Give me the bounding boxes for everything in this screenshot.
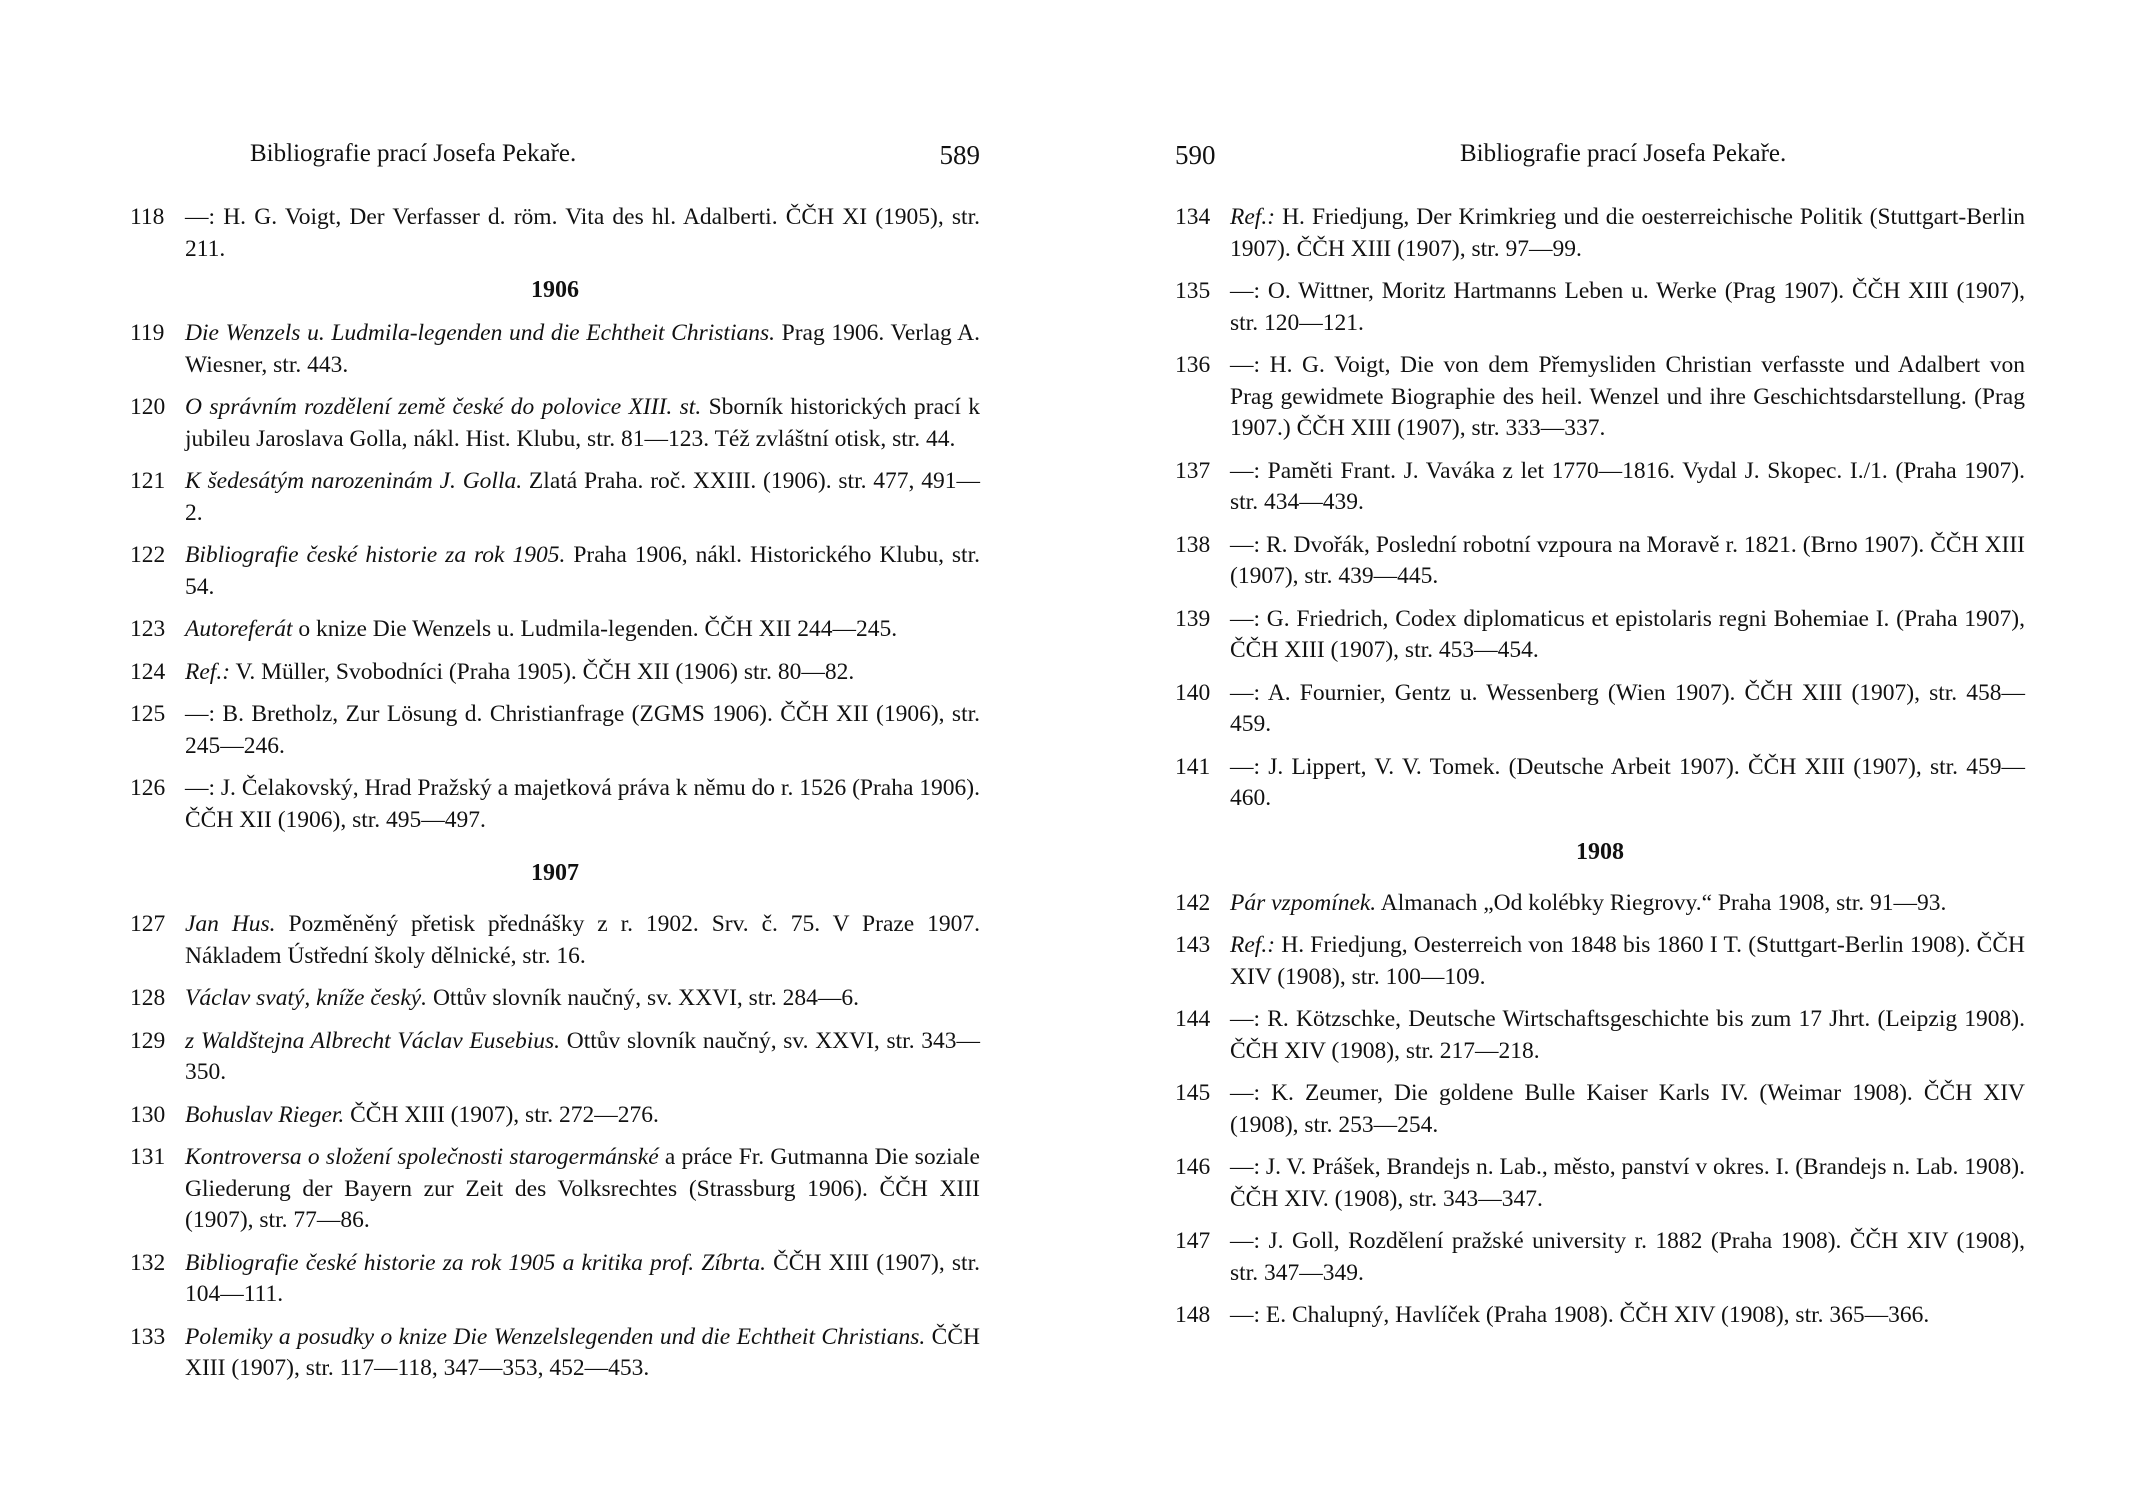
entry-number: 132 <box>130 1249 166 1276</box>
entry-number: 148 <box>1175 1302 1211 1328</box>
entry-text: ČČH XIII (1907), str. 272—276. <box>344 1101 659 1128</box>
entry-number: 142 <box>1175 889 1211 916</box>
bibliography-entry <box>1175 1300 2025 1332</box>
entry-text: H. Friedjung, Oesterreich von 1848 bis 1860 I T. (Stuttgart-Berlin 1908). ČČH XIV (1908), str. 100—109. <box>1230 932 2025 990</box>
entry-number: 125 <box>130 701 166 727</box>
bibliography-entry <box>1175 1078 2025 1141</box>
bibliography-entry <box>1175 1004 2025 1067</box>
right-page <box>1175 140 2025 1343</box>
bibliography-entry <box>1175 530 2025 593</box>
entry-text: o knize Die Wenzels u. Ludmila-legenden. ČČH XII 244—245. <box>292 616 898 642</box>
bibliography-entry <box>130 318 980 381</box>
bibliography-entry <box>130 773 980 836</box>
entry-text: V. Müller, Svobodníci (Praha 1905). ČČH XII (1906) str. 80—82. <box>230 658 855 685</box>
entry-text: —: B. Bretholz, Zur Lösung d. Christianfrage (ZGMS 1906). ČČH XII (1906), str. 245—246. <box>185 701 980 759</box>
entry-text: —: O. Wittner, Moritz Hartmanns Leben u. Werke (Prag 1907). ČČH XIII (1907), str. 120—121. <box>1230 278 2025 336</box>
year-heading: 1907 <box>531 860 579 886</box>
bibliography-entry <box>130 1100 980 1132</box>
entry-text: —: H. G. Voigt, Die von dem Přemysliden Christian verfasste und Adalbert von Prag gewidmete Biographie des heil. Wenzel und ihre Geschichtsdarstellung. (Prag 1907.) ČČH XIII (1907), str. 333—337. <box>1230 352 2025 441</box>
bibliography-entries <box>1175 202 2025 1332</box>
entry-title: Bibliografie české historie za rok 1905 a kritika prof. Zíbrta. <box>185 1249 766 1276</box>
entry-text: Almanach „Od kolébky Riegrovy.“ Praha 1908, str. 91—93. <box>1376 889 1947 916</box>
bibliography-entry <box>130 1322 980 1385</box>
entry-text: —: Paměti Frant. J. Vaváka z let 1770—1816. Vydal J. Skopec. I./1. (Praha 1907). str. 434—439. <box>1230 457 2025 515</box>
bibliography-entry <box>130 392 980 455</box>
entry-number: 133 <box>130 1323 166 1350</box>
entry-number: 129 <box>130 1027 166 1054</box>
entry-text: Pozměněný přetisk přednášky z r. 1902. Srv. č. 75. V Praze 1907. Nákladem Ústřední školy dělnické, str. 16. <box>185 911 980 969</box>
entry-number: 119 <box>130 320 165 346</box>
bibliography-entry <box>130 540 980 603</box>
entry-number: 130 <box>130 1101 166 1128</box>
entry-title: Ref.: <box>1230 932 1276 958</box>
bibliography-entry <box>1175 930 2025 993</box>
entry-number: 136 <box>1175 352 1211 378</box>
entry-number: 121 <box>130 468 166 494</box>
entry-text: —: R. Dvořák, Poslední robotní vzpoura na Moravě r. 1821. (Brno 1907). ČČH XIII (1907), str. 439—445. <box>1230 531 2025 589</box>
entry-text: —: J. Lippert, V. V. Tomek. (Deutsche Arbeit 1907). ČČH XIII (1907), str. 459—460. <box>1230 753 2025 811</box>
entry-number: 147 <box>1175 1228 1211 1254</box>
entry-title: Kontroversa o složení společnosti starogermánské <box>185 1144 659 1170</box>
running-title: Bibliografie prací Josefa Pekaře. <box>250 140 577 167</box>
entry-number: 120 <box>130 394 166 420</box>
bibliography-entry <box>130 614 980 646</box>
running-head <box>130 140 980 184</box>
entry-text: Ottův slovník naučný, sv. XXVI, str. 343—350. <box>185 1027 980 1085</box>
running-title: Bibliografie prací Josefa Pekaře. <box>1460 140 1787 167</box>
entry-title: Václav svatý, kníže český. <box>185 985 428 1011</box>
entry-text: —: J. V. Prášek, Brandejs n. Lab., město, panství v okres. I. (Brandejs n. Lab. 1908). ČČH XIV. (1908), str. 343—347. <box>1230 1154 2025 1212</box>
entry-title: Ref.: <box>185 658 231 685</box>
entry-number: 144 <box>1175 1006 1211 1032</box>
entry-number: 135 <box>1175 278 1211 304</box>
bibliography-entry <box>1175 678 2025 741</box>
entry-title: Autoreferát <box>185 616 293 642</box>
entry-text: —: E. Chalupný, Havlíček (Praha 1908). ČČH XIV (1908), str. 365—366. <box>1230 1302 1930 1328</box>
bibliography-entry <box>1175 1226 2025 1289</box>
page-number: 590 <box>1175 140 1216 170</box>
running-head <box>1175 140 2025 184</box>
entry-title: Jan Hus. <box>185 911 276 937</box>
entry-text: —: J. Goll, Rozdělení pražské university r. 1882 (Praha 1908). ČČH XIV (1908), str. 347—349. <box>1230 1228 2025 1286</box>
entry-number: 137 <box>1175 457 1211 484</box>
entry-title: K šedesátým narozeninám J. Golla. <box>185 468 523 494</box>
entry-title: Bohuslav Rieger. <box>185 1101 345 1128</box>
entry-number: 128 <box>130 985 166 1011</box>
bibliography-entry <box>130 983 980 1015</box>
entry-text: a práce Fr. Gutmanna Die soziale Gliederung der Bayern zur Zeit des Volksrechtes (Strassburg 1906). ČČH XIII (1907), str. 77—86. <box>185 1144 980 1233</box>
entry-number: 140 <box>1175 679 1211 706</box>
bibliography-entry <box>1175 350 2025 445</box>
entry-number: 141 <box>1175 753 1211 780</box>
entry-text: —: J. Čelakovský, Hrad Pražský a majetková práva k němu do r. 1526 (Praha 1906). ČČH XII (1906), str. 495—497. <box>185 775 980 833</box>
bibliography-entry <box>130 1026 980 1089</box>
entry-number: 134 <box>1175 204 1211 230</box>
bibliography-entry <box>130 699 980 762</box>
entry-title: Polemiky a posudky o knize Die Wenzelslegenden und die Echtheit Christians. <box>185 1323 926 1350</box>
entry-text: —: K. Zeumer, Die goldene Bulle Kaiser Karls IV. (Weimar 1908). ČČH XIV (1908), str. 253—254. <box>1230 1080 2025 1138</box>
year-heading: 1908 <box>1576 838 1624 865</box>
bibliography-entry <box>130 909 980 972</box>
bibliography-entry <box>130 466 980 529</box>
entry-text: Praha 1906, nákl. Historického Klubu, str. 54. <box>185 542 980 600</box>
entry-number: 123 <box>130 616 166 642</box>
bibliography-entries <box>130 202 980 1385</box>
entry-text: Ottův slovník naučný, sv. XXVI, str. 284—6. <box>427 985 859 1011</box>
entry-text: ČČH XIII (1907), str. 117—118, 347—353, 452—453. <box>185 1323 980 1381</box>
entry-text: H. Friedjung, Der Krimkrieg und die oesterreichische Politik (Stuttgart-Berlin 1907). ČČH XIII (1907), str. 97—99. <box>1230 204 2025 262</box>
left-page <box>130 140 980 1396</box>
entry-title: Die Wenzels u. Ludmila-legenden und die Echtheit Christians. <box>185 320 775 346</box>
entry-text: —: G. Friedrich, Codex diplomaticus et epistolaris regni Bohemiae I. (Praha 1907), ČČH XIII (1907), str. 453—454. <box>1230 605 2025 663</box>
entry-title: O správním rozdělení země české do polovice XIII. st. <box>185 394 702 420</box>
entry-text: Prag 1906. Verlag A. Wiesner, str. 443. <box>185 320 980 378</box>
entry-text: ČČH XIII (1907), str. 104—111. <box>185 1249 980 1307</box>
bibliography-entry <box>1175 752 2025 815</box>
entry-title: Pár vzpomínek. <box>1230 889 1377 916</box>
bibliography-entry <box>1175 888 2025 920</box>
entry-text: Zlatá Praha. roč. XXIII. (1906). str. 477, 491—2. <box>185 468 980 526</box>
entry-number: 126 <box>130 775 166 801</box>
entry-number: 146 <box>1175 1154 1211 1180</box>
entry-number: 118 <box>130 204 165 230</box>
entry-number: 122 <box>130 542 166 568</box>
entry-title: Bibliografie české historie za rok 1905. <box>185 542 566 568</box>
entry-title: z Waldštejna Albrecht Václav Eusebius. <box>185 1027 561 1054</box>
entry-number: 138 <box>1175 531 1211 558</box>
bibliography-entry <box>1175 1152 2025 1215</box>
bibliography-entry <box>130 657 980 689</box>
entry-text: —: H. G. Voigt, Der Verfasser d. röm. Vita des hl. Adalberti. ČČH XI (1905), str. 211. <box>185 204 980 262</box>
entry-number: 143 <box>1175 932 1211 958</box>
entry-number: 131 <box>130 1144 166 1170</box>
entry-text: Sborník historických prací k jubileu Jaroslava Golla, nákl. Hist. Klubu, str. 81—123. Též zvláštní otisk, str. 44. <box>185 394 980 452</box>
year-heading: 1906 <box>531 277 579 303</box>
bibliography-entry <box>130 202 980 265</box>
entry-number: 145 <box>1175 1080 1211 1106</box>
entry-text: —: A. Fournier, Gentz u. Wessenberg (Wien 1907). ČČH XIII (1907), str. 458—459. <box>1230 679 2025 737</box>
entry-number: 127 <box>130 911 166 937</box>
entry-title: Ref.: <box>1230 204 1276 230</box>
bibliography-entry <box>1175 456 2025 519</box>
bibliography-entry <box>130 1142 980 1237</box>
entry-text: —: R. Kötzschke, Deutsche Wirtschaftsgeschichte bis zum 17 Jhrt. (Leipzig 1908). ČČH XIV (1908), str. 217—218. <box>1230 1006 2025 1064</box>
bibliography-entry <box>130 1248 980 1311</box>
bibliography-entry <box>1175 604 2025 667</box>
bibliography-entry <box>1175 202 2025 265</box>
entry-number: 124 <box>130 658 166 685</box>
bibliography-entry <box>1175 276 2025 339</box>
entry-number: 139 <box>1175 605 1211 632</box>
page-number: 589 <box>939 140 980 170</box>
